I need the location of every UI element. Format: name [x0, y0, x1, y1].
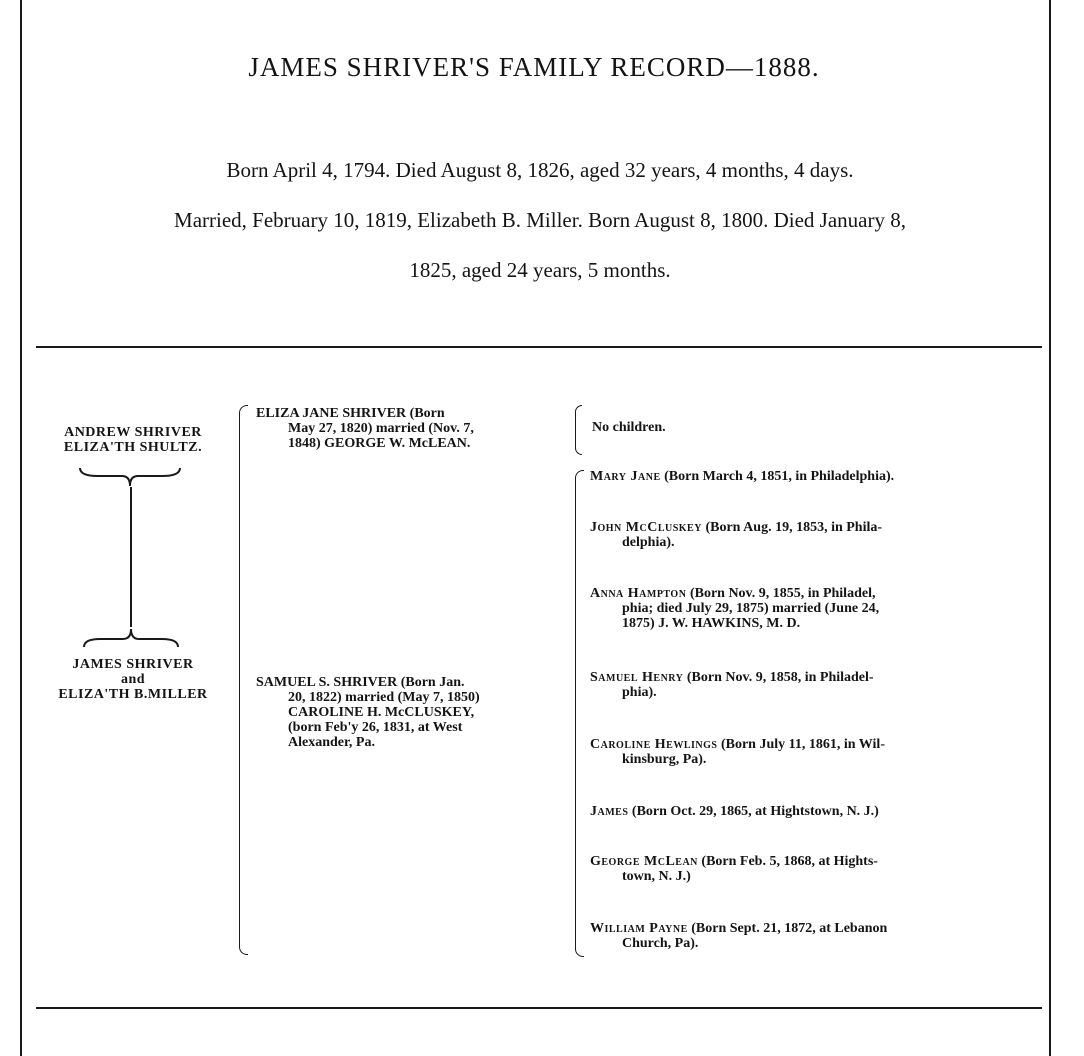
child-samuel-line-4: (born Feb'y 26, 1831, at West	[288, 720, 463, 735]
grandchild-details-cont-2: 1875) J. W. HAWKINS, M. D.	[622, 616, 801, 631]
couple-wife: ELIZA'TH B.MILLER	[58, 687, 208, 702]
page-title: JAMES SHRIVER'S FAMILY RECORD—1888.	[248, 52, 820, 82]
grandchild-details: (Born Feb. 5, 1868, at Hights-	[701, 854, 878, 869]
couple-block	[28, 657, 238, 702]
child-samuel-line-1: SAMUEL S. SHRIVER (Born Jan.	[256, 675, 465, 690]
child-eliza-line-1: ELIZA JANE SHRIVER (Born	[256, 406, 445, 421]
grandchild-name: Samuel Henry	[590, 670, 684, 685]
grandchild-details-cont: phia).	[622, 685, 657, 700]
grandchild-details: (Born Sept. 21, 1872, at Lebanon	[691, 921, 888, 936]
gen1-bracket	[239, 405, 248, 955]
grandchild-details-cont: phia; died July 29, 1875) married (June 24,	[622, 601, 880, 616]
grandchild-name: John McCluskey	[590, 520, 702, 535]
parents-block	[28, 425, 238, 455]
grandchild-caroline	[590, 737, 1048, 767]
child-samuel-line-2: 20, 1822) married (May 7, 1850)	[288, 690, 480, 705]
eliza-children-bracket	[575, 405, 582, 455]
intro-line-2: Married, February 10, 1819, Elizabeth B. Miller. Born August 8, 1800. Died January 8,	[174, 208, 906, 232]
grandchild-name: Caroline Hewlings	[590, 737, 718, 752]
grandchild-details: (Born Aug. 19, 1853, in Phila-	[705, 520, 883, 535]
grandchild-details: (Born Nov. 9, 1858, in Philadel-	[686, 670, 874, 685]
grandchild-samuel-henry	[590, 670, 1048, 700]
child-eliza-line-2: May 27, 1820) married (Nov. 7,	[288, 421, 474, 436]
child-eliza-jane	[256, 406, 572, 451]
couple-brace-icon	[82, 627, 180, 649]
grandchild-details: (Born March 4, 1851, in Philadelphia).	[664, 469, 895, 484]
intro-line-3: 1825, aged 24 years, 5 months.	[409, 258, 671, 282]
lineage-connector-line	[130, 487, 132, 627]
child-samuel	[256, 675, 572, 750]
left-border-line	[20, 0, 22, 1056]
grandchild-anna	[590, 586, 1048, 631]
grandchild-mary-jane	[590, 469, 1048, 484]
child-eliza-line-3: 1848) GEORGE W. McLEAN.	[288, 436, 471, 451]
bottom-divider	[36, 1007, 1042, 1009]
couple-and: and	[120, 672, 146, 687]
grandchild-name: George McLean	[590, 854, 698, 869]
no-children-note: No children.	[592, 420, 666, 435]
grandchild-details: (Born Oct. 29, 1865, at Hightstown, N. J.)	[631, 804, 879, 819]
parent-father: ANDREW SHRIVER	[64, 425, 202, 440]
grandchild-george	[590, 854, 1048, 884]
grandchild-details: (Born Nov. 9, 1855, in Philadel,	[689, 586, 876, 601]
grandchild-details-cont: delphia).	[622, 535, 675, 550]
grandchild-details: (Born July 11, 1861, in Wil-	[720, 737, 885, 752]
grandchild-name: Anna Hampton	[590, 586, 687, 601]
grandchild-william	[590, 921, 1048, 951]
grandchild-name: Mary Jane	[590, 469, 661, 484]
grandchild-name: James	[590, 804, 629, 819]
grandchild-name: William Payne	[590, 921, 688, 936]
grandchild-details-cont: Church, Pa).	[622, 936, 699, 951]
grandchild-details-cont: kinsburg, Pa).	[622, 752, 707, 767]
grandchild-details-cont: town, N. J.)	[622, 869, 691, 884]
gen2-bracket	[575, 470, 584, 957]
parent-mother: ELIZA'TH SHULTZ.	[63, 440, 203, 455]
grandchild-john	[590, 520, 1048, 550]
grandchild-james	[590, 804, 1048, 819]
top-divider	[36, 346, 1042, 348]
couple-husband: JAMES SHRIVER	[72, 657, 194, 672]
intro-line-1: Born April 4, 1794. Died August 8, 1826, aged 32 years, 4 months, 4 days.	[226, 158, 854, 182]
child-samuel-line-5: Alexander, Pa.	[288, 735, 375, 750]
child-samuel-line-3: CAROLINE H. McCLUSKEY,	[288, 705, 475, 720]
